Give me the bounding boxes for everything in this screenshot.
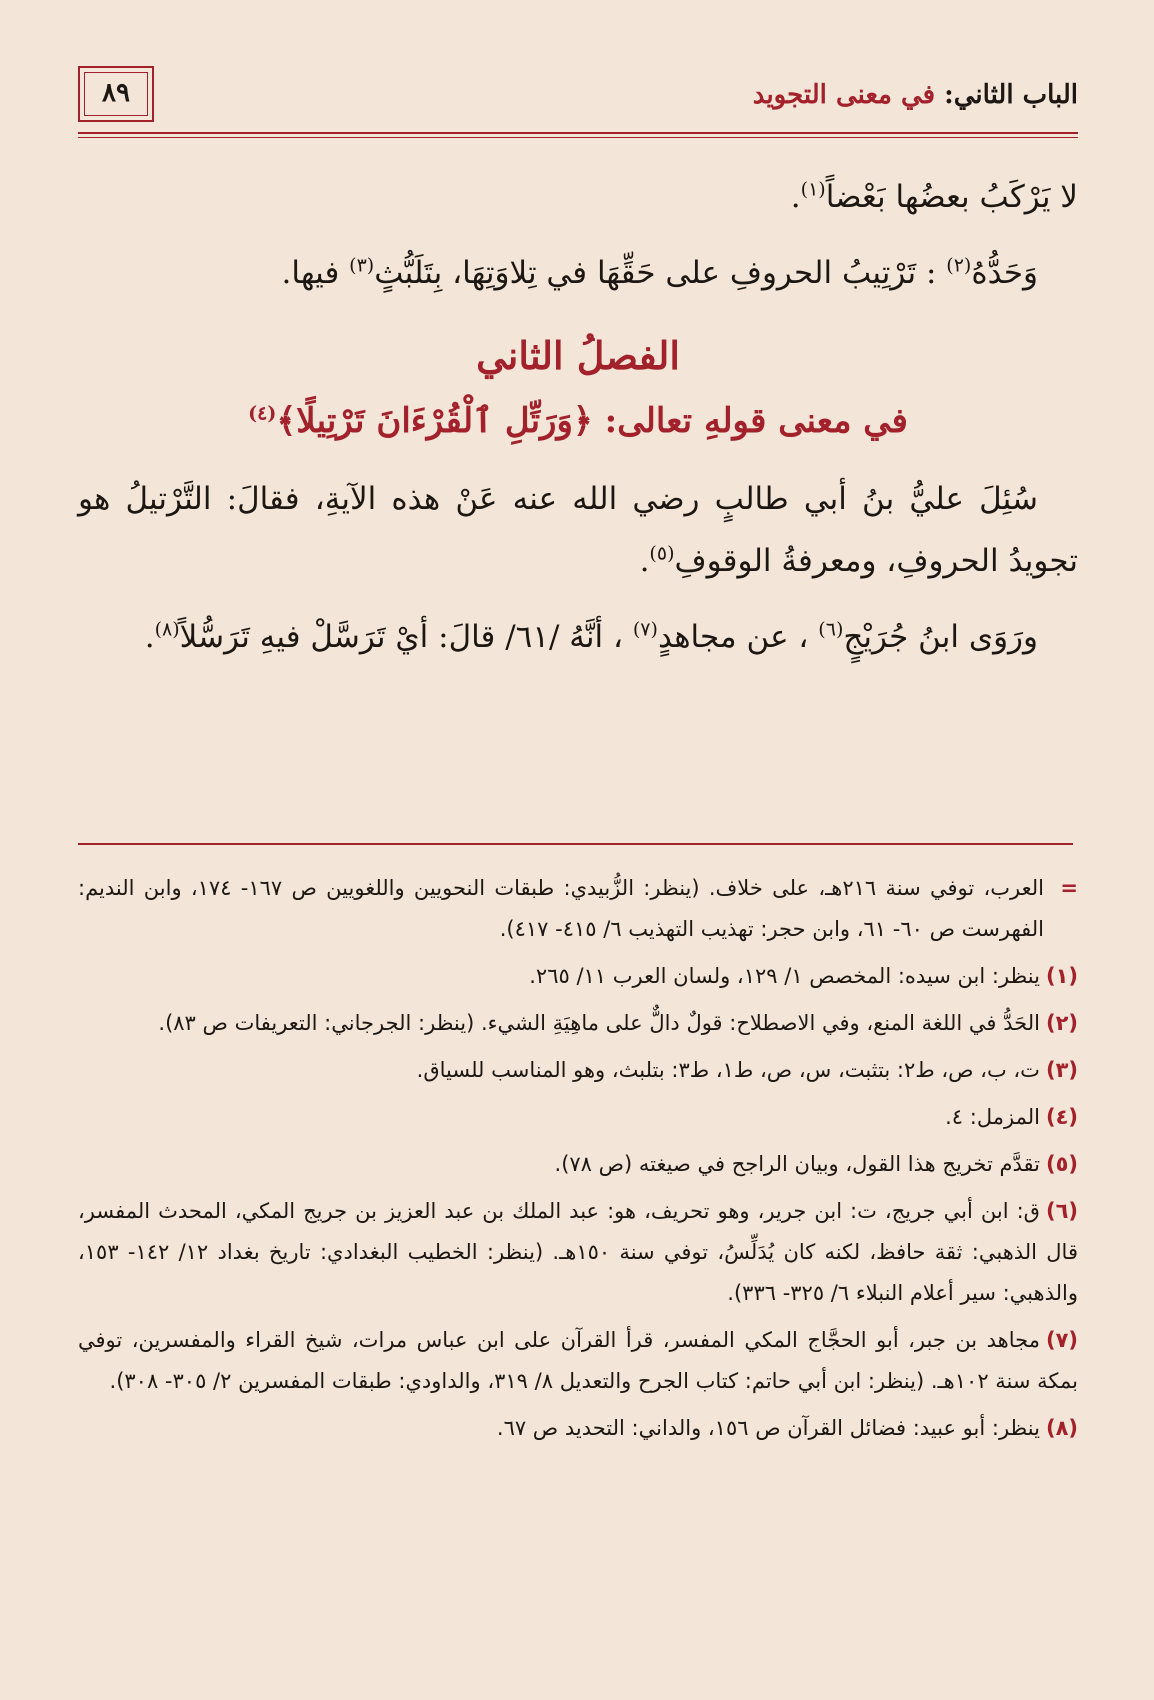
- paragraph-3: [78, 468, 1078, 592]
- chapter-subtitle-text: في معنى قولهِ تعالى:: [604, 401, 908, 441]
- quran-verse: ﴿وَرَتِّلِ ٱلْقُرْءَانَ تَرْتِيلًا﴾: [276, 401, 593, 441]
- chapter-title: الفصلُ الثاني: [476, 333, 680, 378]
- paragraph-2: [78, 242, 1078, 304]
- footnote-text: ق: ابن أبي جريج، ت: ابن جرير، وهو تحريف، هو: عبد الملك بن عبد العزيز بن جريج المكي، المحدث المفسر، قال الذهبي: ثقة حافظ، لكنه كان يُدَلِّسُ، توفي سنة ١٥٠هـ. (ينظر: الخطيب البغدادي: تاريخ بغداد ١٢/ ١٤٢- ١٥٣، والذهبي: سير أعلام النبلاء ٦/ ٣٢٥- ٣٣٦).: [78, 1199, 1078, 1305]
- page-number-frame: [78, 66, 154, 122]
- paragraph-2-text-c: فيها.: [281, 255, 340, 291]
- paragraph-1-end: .: [790, 179, 801, 215]
- paragraph-4-text-b: ، عن مجاهدٍ: [657, 619, 809, 655]
- footnote-number: (٤): [1045, 1105, 1078, 1129]
- footnotes: [78, 868, 1078, 1455]
- footnote-4: [78, 1097, 1078, 1138]
- paragraph-4-text-a: ورَوَى ابنُ جُرَيْجٍ: [843, 619, 1038, 655]
- footnote-ref-7: (٧): [632, 618, 658, 641]
- footnote-number: (٦): [1045, 1199, 1078, 1223]
- paragraph-3-text: سُئِلَ عليُّ بنُ أبي طالبٍ رضي الله عنه عَنْ هذه الآيةِ، فقالَ: التَّرْتيلُ هو تجويدُ الحروفِ، ومعرفةُ الوقوفِ: [78, 481, 1078, 579]
- footnote-number: (٣): [1045, 1058, 1078, 1082]
- running-title: [753, 80, 1078, 110]
- footnote-text: مجاهد بن جبر، أبو الحجَّاج المكي المفسر، قرأ القرآن على ابن عباس مرات، شيخ القراء والمفسرين، توفي بمكة سنة ١٠٢هـ. (ينظر: ابن أبي حاتم: كتاب الجرح والتعديل ٨/ ٣١٩، والداودي: طبقات المفسرين ٢/ ٣٠٥- ٣٠٨).: [78, 1328, 1078, 1393]
- footnote-number: (١): [1045, 964, 1078, 988]
- page-number: ٨٩: [102, 78, 130, 108]
- footnote-ref-5: (٥): [649, 542, 675, 565]
- paragraph-2-text-b: : تَرْتِيبُ الحروفِ على حَقِّهَا في تِلاوَتِهَا، بِتَلَبُّثٍ: [374, 255, 937, 291]
- paragraph-1-text: لا يَرْكَبُ بعضُها بَعْضاً: [825, 179, 1078, 215]
- footnote-text: المزمل: ٤.: [945, 1105, 1040, 1129]
- footnote-separator: [78, 843, 1073, 845]
- footnote-ref-6: (٦): [818, 618, 844, 641]
- footnote-number: (٢): [1045, 1011, 1078, 1035]
- paragraph-4: [78, 606, 1078, 668]
- paragraph-4-end: .: [144, 619, 155, 655]
- footnote-1: [78, 956, 1078, 997]
- footnote-ref-4: (٤): [248, 402, 277, 425]
- running-header: [78, 58, 1078, 144]
- footnote-5: [78, 1144, 1078, 1185]
- running-title-chapter: الباب الثاني:: [944, 80, 1078, 110]
- footnote-text: الحَدُّ في اللغة المنع، وفي الاصطلاح: قولٌ دالٌّ على ماهِيَةِ الشيء. (ينظر: الجرجاني: التعريفات ص ٨٣).: [158, 1011, 1040, 1035]
- main-text: [78, 166, 1078, 682]
- paragraph-3-end: .: [639, 543, 650, 579]
- footnote-text: تقدَّم تخريج هذا القول، وبيان الراجح في صيغته (ص ٧٨).: [554, 1152, 1040, 1176]
- paragraph-2-text-a: وَحَدُّهُ: [971, 255, 1038, 291]
- footnote-6: [78, 1191, 1078, 1314]
- footnote-ref-1: (١): [800, 178, 826, 201]
- paragraph-1: [78, 166, 1078, 228]
- footnote-number: (٧): [1045, 1328, 1078, 1352]
- footnote-2: [78, 1003, 1078, 1044]
- footnote-text: ينظر: ابن سيده: المخصص ١/ ١٢٩، ولسان العرب ١١/ ٢٦٥.: [529, 964, 1040, 988]
- header-rule: [78, 132, 1078, 138]
- book-page: [78, 58, 1078, 1658]
- footnote-ref-3: (٣): [349, 254, 375, 277]
- footnote-number: (٥): [1045, 1152, 1078, 1176]
- continuation-mark: =: [1060, 876, 1078, 900]
- paragraph-4-text-c: ، أنَّهُ /٦١/ قالَ: أيْ تَرَسَّلْ فيهِ تَرَسُّلاً: [179, 619, 624, 655]
- footnote-ref-2: (٢): [946, 254, 972, 277]
- footnote-continuation-text: العرب، توفي سنة ٢١٦هـ، على خلاف. (ينظر: الزُّبيدي: طبقات النحويين واللغويين ص ١٦٧- ١٧٤، وابن النديم: الفهرست ص ٦٠- ٦١، وابن حجر: تهذيب التهذيب ٦/ ٤١٥- ٤١٧).: [78, 876, 1044, 941]
- footnote-8: [78, 1408, 1078, 1449]
- running-title-topic: في معنى التجويد: [752, 80, 936, 110]
- footnote-text: ت، ب، ص، ط٢: بتثبت، س، ص، ط١، ط٣: بتلبث، وهو المناسب للسياق.: [416, 1058, 1040, 1082]
- footnote-3: [78, 1050, 1078, 1091]
- chapter-subtitle: [78, 392, 1078, 450]
- footnote-text: ينظر: أبو عبيد: فضائل القرآن ص ١٥٦، والداني: التحديد ص ٦٧.: [496, 1416, 1040, 1440]
- footnote-7: [78, 1320, 1078, 1402]
- footnote-continuation: [78, 868, 1078, 950]
- footnote-ref-8: (٨): [154, 618, 180, 641]
- footnote-number: (٨): [1045, 1416, 1078, 1440]
